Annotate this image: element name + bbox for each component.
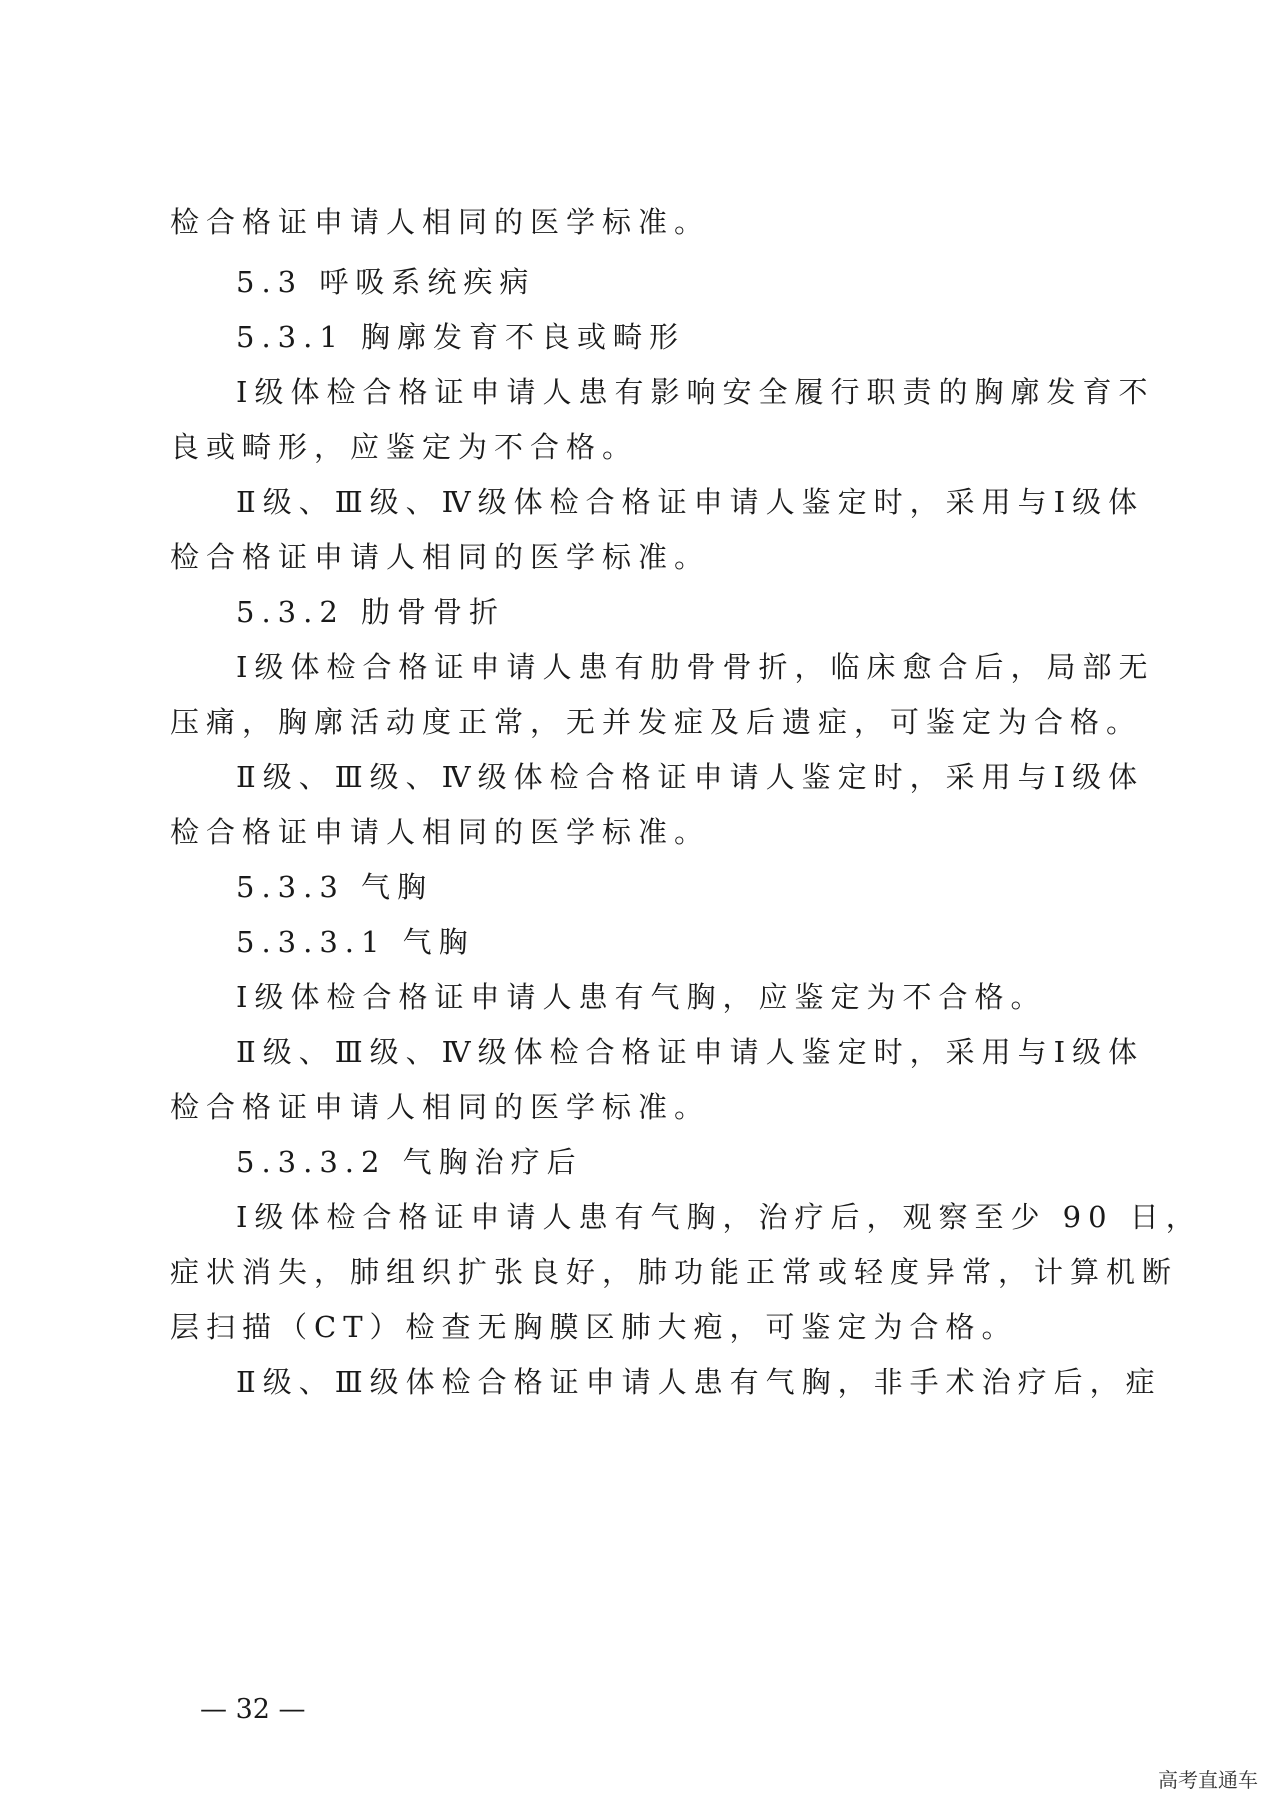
paragraph-line: 层扫描（CT）检查无胸膜区肺大疱，可鉴定为合格。	[170, 1310, 1018, 1344]
subsection-heading: 5.3.3.2 气胸治疗后	[236, 1145, 583, 1179]
paragraph-line: Ⅰ级体检合格证申请人患有气胸，应鉴定为不合格。	[236, 980, 1047, 1014]
paragraph-line: 压痛，胸廓活动度正常，无并发症及后遗症，可鉴定为合格。	[170, 705, 1143, 739]
paragraph-line: Ⅱ级、Ⅲ级体检合格证申请人患有气胸，非手术治疗后，症	[236, 1365, 1162, 1399]
paragraph-line: 检合格证申请人相同的医学标准。	[170, 540, 711, 574]
paragraph-line: 良或畸形，应鉴定为不合格。	[170, 430, 639, 464]
subsection-heading: 5.3.1 胸廓发育不良或畸形	[236, 320, 686, 354]
paragraph-line: Ⅰ级体检合格证申请人患有影响安全履行职责的胸廓发育不	[236, 375, 1155, 409]
subsection-heading: 5.3.3 气胸	[236, 870, 434, 904]
paragraph-line: Ⅱ级、Ⅲ级、Ⅳ级体检合格证申请人鉴定时，采用与Ⅰ级体	[236, 1035, 1145, 1069]
paragraph-line: Ⅱ级、Ⅲ级、Ⅳ级体检合格证申请人鉴定时，采用与Ⅰ级体	[236, 760, 1145, 794]
paragraph-line: 检合格证申请人相同的医学标准。	[170, 1090, 711, 1124]
watermark-text: 高考直通车	[1158, 1768, 1258, 1792]
paragraph-line: 检合格证申请人相同的医学标准。	[170, 815, 711, 849]
paragraph-line: Ⅰ级体检合格证申请人患有肋骨骨折，临床愈合后，局部无	[236, 650, 1155, 684]
section-heading: 5.3 呼吸系统疾病	[236, 265, 536, 299]
subsection-heading: 5.3.3.1 气胸	[236, 925, 475, 959]
body-line: 检合格证申请人相同的医学标准。	[170, 205, 711, 239]
paragraph-line: Ⅱ级、Ⅲ级、Ⅳ级体检合格证申请人鉴定时，采用与Ⅰ级体	[236, 485, 1145, 519]
paragraph-line: Ⅰ级体检合格证申请人患有气胸，治疗后，观察至少 90 日，	[236, 1200, 1202, 1234]
paragraph-line: 症状消失，肺组织扩张良好，肺功能正常或轻度异常，计算机断	[170, 1255, 1179, 1289]
page-number: — 32 —	[200, 1694, 306, 1725]
subsection-heading: 5.3.2 肋骨骨折	[236, 595, 506, 629]
